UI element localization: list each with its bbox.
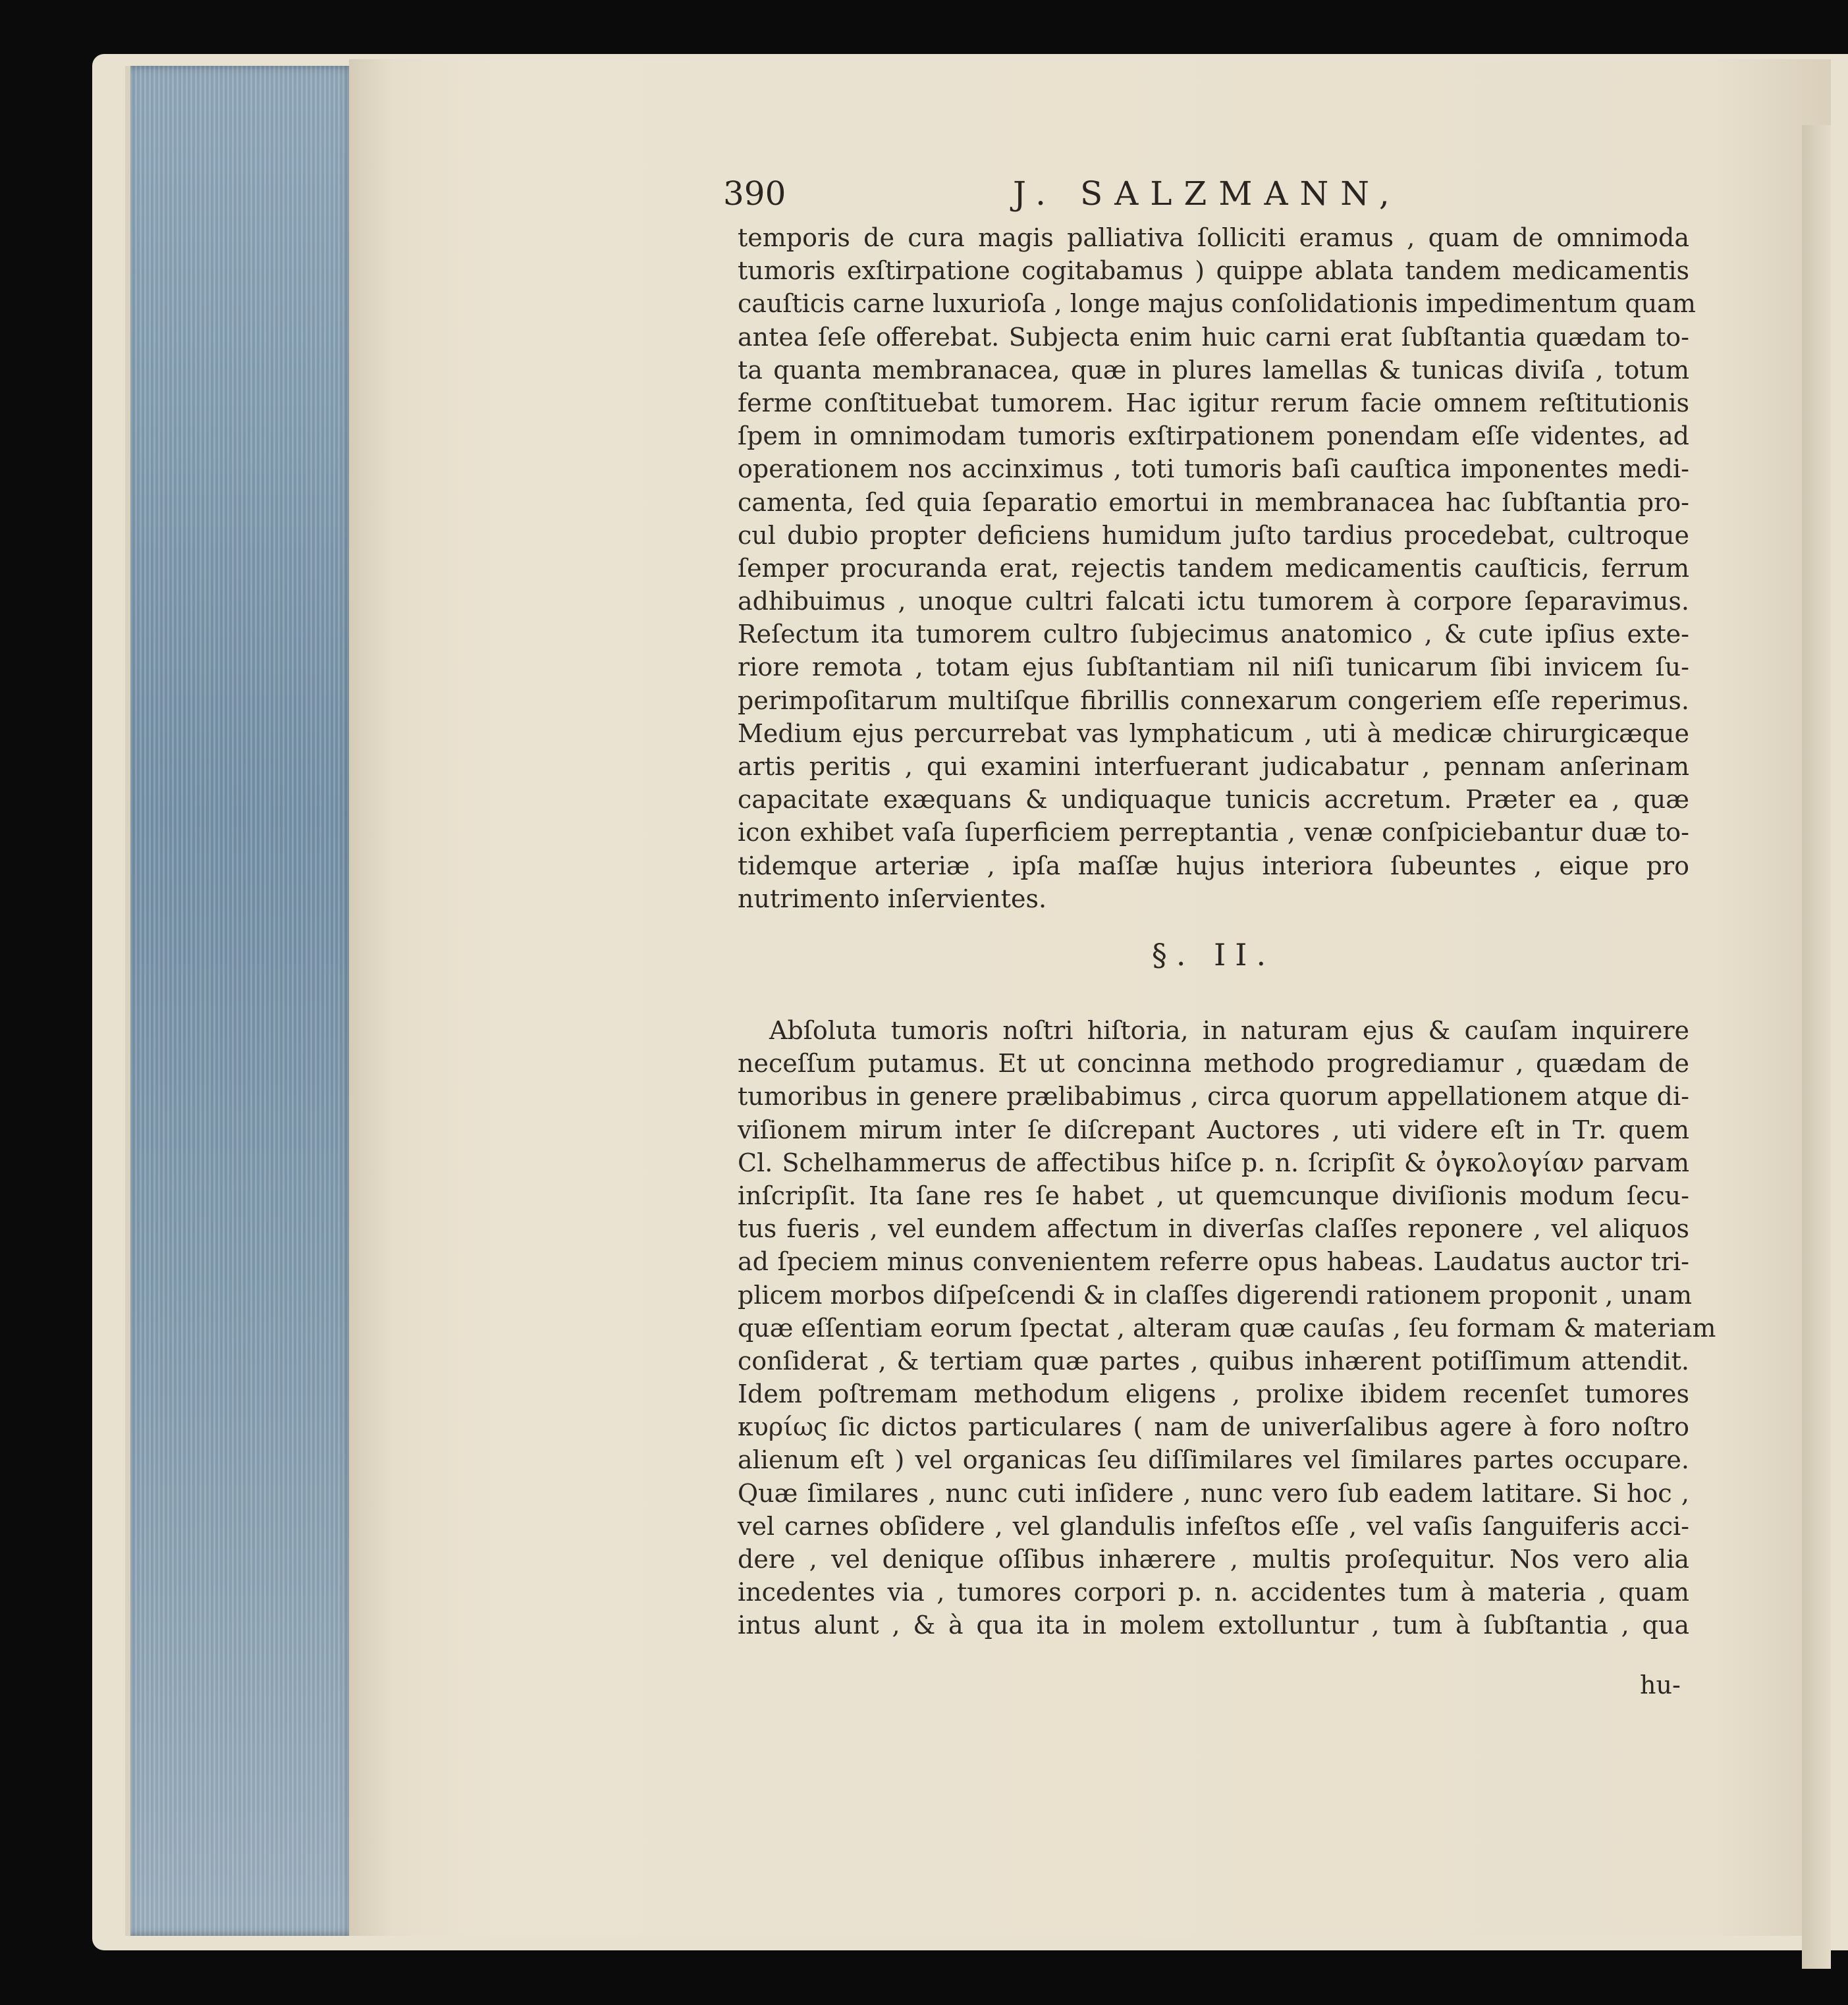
text-line: tumoris exſtirpatione cogitabamus ) quippe ablata tandem medicamentis <box>738 256 1689 286</box>
text-line: camenta, ſed quia ſeparatio emortui in membranacea hac ſubſtantia pro- <box>738 487 1689 517</box>
text-line: Idem poſtremam methodum eligens , prolixe ibidem recenſet tumores <box>738 1379 1689 1409</box>
text-line: tidemque arteriæ , ipſa maſſæ hujus interiora ſubeuntes , eique pro <box>738 851 1689 880</box>
text-line: Quæ ſimilares , nunc cuti inſidere , nunc vero ſub eadem latitare. Si hoc , <box>738 1478 1689 1508</box>
text-line: temporis de cura magis palliativa ſolliciti eramus , quam de omnimoda <box>738 223 1689 252</box>
text-line: incedentes via , tumores corpori p. n. accidentes tum à materia , quam <box>738 1578 1689 1607</box>
text-line: tumoribus in genere prælibabimus , circa quorum appellationem atque di- <box>738 1082 1689 1111</box>
text-line: operationem nos accinximus , toti tumoris baſi cauſtica imponentes medi- <box>738 454 1689 484</box>
text-line: ſpem in omnimodam tumoris exſtirpationem ponendam eſſe videntes, ad <box>738 421 1689 451</box>
text-line: Medium ejus percurrebat vas lymphaticum , uti à medicæ chirurgicæque <box>738 718 1689 748</box>
text-line: Abſoluta tumoris noſtri hiſtoria, in naturam ejus & cauſam inquirere <box>769 1016 1689 1045</box>
text-line: antea ſeſe offerebat. Subjecta enim huic carni erat ſubſtantia quædam to- <box>738 322 1689 352</box>
page-edges <box>125 66 354 1936</box>
text-line: cul dubio propter deficiens humidum juſto tardius procedebat, cultroque <box>738 520 1689 550</box>
text-line: neceſſum putamus. Et ut concinna methodo progrediamur , quædam de <box>738 1049 1689 1079</box>
text-line: quæ eſſentiam eorum ſpectat , alteram quæ cauſas , ſeu formam & materiam <box>738 1313 1716 1343</box>
running-head: J. SALZMANN, <box>1013 174 1401 213</box>
text-line: riore remota , totam ejus ſubſtantiam nil niſi tunicarum ſibi invicem ſu- <box>738 653 1689 682</box>
next-page-edge <box>1802 125 1831 1969</box>
text-line: inſcripſit. Ita ſane res ſe habet , ut quemcunque diviſionis modum ſecu- <box>738 1181 1689 1210</box>
text-line: artis peritis , qui examini interfuerant judicabatur , pennam anſerinam <box>738 752 1689 781</box>
text-line: ferme conſtituebat tumorem. Hac igitur rerum facie omnem reſtitutionis <box>738 388 1689 417</box>
text-line: cauſticis carne luxurioſa , longe majus conſolidationis impedimentum quam <box>738 289 1696 319</box>
text-line: κυρίως ſic dictos particulares ( nam de univerſalibus agere à foro noſtro <box>738 1412 1689 1442</box>
text-line: adhibuimus , unoque cultri falcati ictu tumorem à corpore ſeparavimus. <box>738 587 1689 616</box>
text-line: ta quanta membranacea, quæ in plures lamellas & tunicas diviſa , totum <box>738 355 1689 385</box>
paragraph-1 <box>738 221 1696 915</box>
text-line: viſionem mirum inter ſe diſcrepant Auctores , uti videre eſt in Tr. quem <box>738 1115 1689 1144</box>
catchword: hu- <box>1640 1671 1681 1699</box>
page-number: 390 <box>723 174 786 213</box>
text-line: Reſectum ita tumorem cultro ſubjecimus anatomico , & cute ipſius exte- <box>738 620 1689 649</box>
text-line: vel carnes obſidere , vel glandulis infeſtos eſſe , vel vaſis ſanguiferis acci- <box>738 1511 1689 1541</box>
text-line: tus fueris , vel eundem affectum in diverſas claſſes reponere , vel aliquos <box>738 1214 1689 1244</box>
paragraph-2 <box>738 1014 1716 1642</box>
section-heading: §. II. <box>1151 937 1276 973</box>
text-line: ad ſpeciem minus convenientem referre opus habeas. Laudatus auctor tri- <box>738 1247 1689 1277</box>
text-line: perimpoſitarum multiſque fibrillis connexarum congeriem eſſe reperimus. <box>738 685 1689 715</box>
text-line: nutrimento inſervientes. <box>738 884 1047 913</box>
text-line: dere , vel denique oſſibus inhærere , multis proſequitur. Nos vero alia <box>738 1545 1689 1574</box>
text-line: plicem morbos diſpeſcendi & in claſſes digerendi rationem proponit , unam <box>738 1280 1693 1310</box>
text-line: capacitate exæquans & undiquaque tunicis accretum. Præter ea , quæ <box>738 785 1689 815</box>
text-line: alienum eſt ) vel organicas ſeu diſſimilares vel ſimilares partes occupare. <box>738 1445 1689 1475</box>
text-line: icon exhibet vaſa ſuperficiem perreptantia , venæ conſpiciebantur duæ to- <box>738 818 1689 847</box>
text-line: Cl. Schelhammerus de affectibus hiſce p. n. ſcripſit & ὀγκολογίαν parvam <box>738 1148 1689 1177</box>
text-line: conſiderat , & tertiam quæ partes , quibus inhærent potiſſimum attendit. <box>738 1346 1689 1376</box>
page-header <box>723 174 1711 221</box>
text-line: ſemper procuranda erat, rejectis tandem medicamentis cauſticis, ferrum <box>738 553 1689 583</box>
text-line: intus alunt , & à qua ita in molem extolluntur , tum à ſubſtantia , qua <box>738 1611 1689 1640</box>
